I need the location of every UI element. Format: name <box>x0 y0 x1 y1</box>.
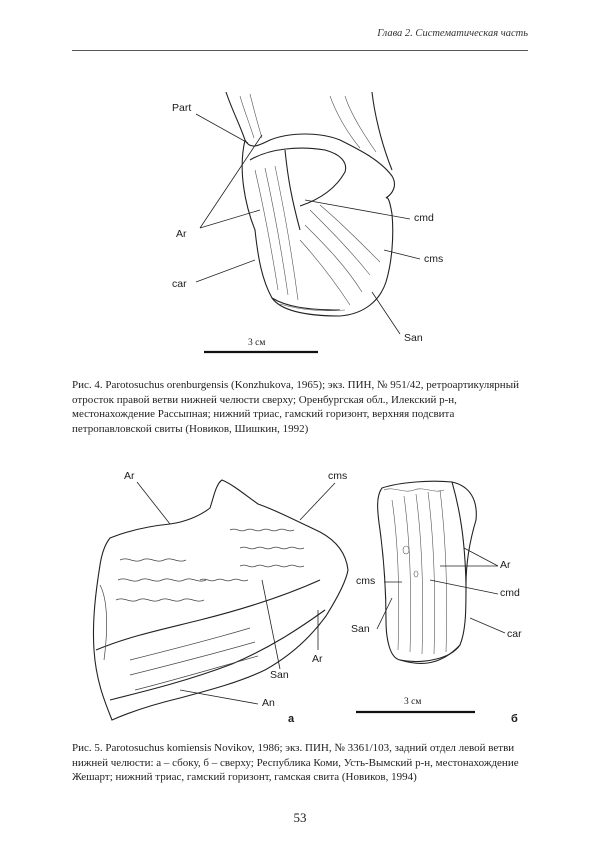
fig4-label-car: car <box>172 278 187 290</box>
fig4-label-san: San <box>404 332 423 344</box>
running-header: Глава 2. Систематическая часть <box>377 28 528 39</box>
fig4-label-part: Part <box>172 102 192 114</box>
fig4-scale-label: 3 см <box>248 338 266 348</box>
fig5-caption: Рис. 5. Parotosuchus komiensis Novikov, 1986; экз. ПИН, № 3361/103, задний отдел левой ветви нижней челюсти: а – сбоку, б – сверху; Республика Коми, Усть-Вымский р-н, местонахождение Жешарт; нижний триас, гамский горизонт, гамская свита (Новиков, 1994) <box>72 742 519 784</box>
page-number: 53 <box>293 810 307 825</box>
fig5b-label-car: car <box>507 628 522 640</box>
fig4-label-ar: Ar <box>176 228 187 240</box>
fig5b-label-ar: Ar <box>500 559 511 571</box>
fig4-caption: Рис. 4. Parotosuchus orenburgensis (Konzhukova, 1965); экз. ПИН, № 951/42, ретроартикулярный отросток правой ветви нижней челюсти сверху; Оренбургская обл., Илекский р-н, местонахождение Рассыпная; нижний триас, гамский горизонт, верхняя подсвита петропавловской свиты (Новиков, Шишкин, 1992) <box>72 379 519 435</box>
fig5a-leader-lines <box>137 482 335 704</box>
fig5b-label-cms: cms <box>356 575 376 587</box>
fig5-scale-label: 3 см <box>404 697 422 707</box>
fig5a-label-an: An <box>262 697 275 709</box>
fig5a-texture <box>100 529 304 690</box>
fig5a-label-san: San <box>270 669 289 681</box>
fig4-bone <box>226 92 394 316</box>
fig5a-bone <box>93 480 348 720</box>
fig5b-label-san: San <box>351 623 370 635</box>
fig5a-label-cms: cms <box>328 470 348 482</box>
fig4-leader-lines <box>196 114 420 334</box>
fig4-label-cms: cms <box>424 253 444 265</box>
fig5-panel-a: а <box>288 713 295 725</box>
fig5b-label-cmd: cmd <box>500 587 520 599</box>
fig5b-leader-lines <box>377 548 505 633</box>
fig5a-label-ar-top: Ar <box>124 470 135 482</box>
fig5a-label-ar-bottom: Ar <box>312 653 323 665</box>
fig5-panel-b: б <box>511 713 518 725</box>
fig4-label-cmd: cmd <box>414 212 434 224</box>
fig5b-texture <box>384 489 447 654</box>
fig5b-bone <box>378 481 477 663</box>
